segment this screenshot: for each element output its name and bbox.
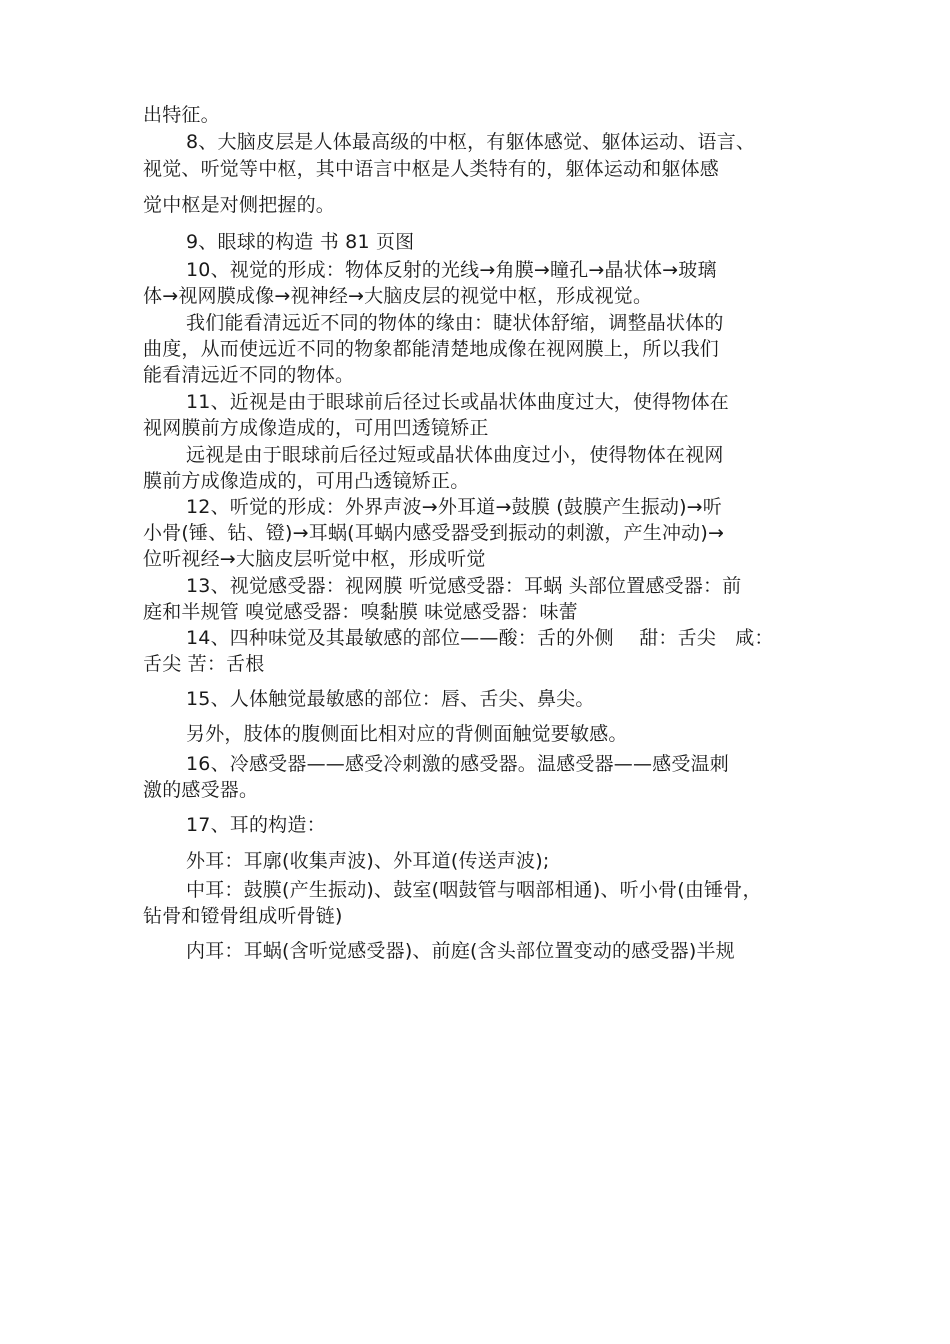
text-line: 体→视网膜成像→视神经→大脑皮层的视觉中枢，形成视觉。 xyxy=(143,285,653,307)
text-line: 能看清远近不同的物体。 xyxy=(143,364,355,386)
paragraph-14: 14、四种味觉及其最敏感的部位——酸：舌的外侧 甜：舌尖 咸： xyxy=(186,627,774,649)
paragraph-16: 16、冷感受器——感受冷刺激的感受器。温感受器——感受温刺 xyxy=(186,753,729,775)
paragraph-12: 12、听觉的形成：外界声波→外耳道→鼓膜 (鼓膜产生振动)→听 xyxy=(186,496,723,518)
paragraph-8: 8、大脑皮层是人体最高级的中枢，有躯体感觉、躯体运动、语言、 xyxy=(186,131,756,153)
paragraph-reason: 我们能看清远近不同的物体的缘由：睫状体舒缩，调整晶状体的 xyxy=(186,312,724,334)
paragraph-13: 13、视觉感受器：视网膜 听觉感受器：耳蜗 头部位置感受器：前 xyxy=(186,575,742,597)
middle-ear-line: 中耳：鼓膜(产生振动)、鼓室(咽鼓管与咽部相通)、听小骨(由锤骨， xyxy=(186,879,762,901)
text-line: 小骨(锤、钻、镫)→耳蜗(耳蜗内感受器受到振动的刺激，产生冲动)→ xyxy=(143,522,725,544)
paragraph-additional: 另外，肢体的腹侧面比相对应的背侧面触觉要敏感。 xyxy=(186,723,628,745)
paragraph-hyperopia: 远视是由于眼球前后径过短或晶状体曲度过小，使得物体在视网 xyxy=(186,444,724,466)
text-line: 出特征。 xyxy=(143,104,220,126)
text-line: 位听视经→大脑皮层听觉中枢，形成听觉 xyxy=(143,548,486,570)
outer-ear-line: 外耳：耳廓(收集声波)、外耳道(传送声波); xyxy=(186,850,550,872)
paragraph-15: 15、人体触觉最敏感的部位：唇、舌尖、鼻尖。 xyxy=(186,688,595,710)
paragraph-17: 17、耳的构造： xyxy=(186,814,326,836)
text-line: 钻骨和镫骨组成听骨链) xyxy=(143,905,343,927)
text-line: 视网膜前方成像造成的，可用凹透镜矫正 xyxy=(143,417,489,439)
text-line: 庭和半规管 嗅觉感受器：嗅黏膜 味觉感受器：味蕾 xyxy=(143,601,578,623)
text-line: 觉中枢是对侧把握的。 xyxy=(143,194,336,216)
text-line: 激的感受器。 xyxy=(143,779,259,801)
text-line: 曲度，从而使远近不同的物象都能清楚地成像在视网膜上，所以我们 xyxy=(143,338,720,360)
paragraph-10: 10、视觉的形成：物体反射的光线→角膜→瞳孔→晶状体→玻璃 xyxy=(186,259,717,281)
inner-ear-line: 内耳：耳蜗(含听觉感受器)、前庭(含头部位置变动的感受器)半规 xyxy=(186,940,735,962)
paragraph-9: 9、眼球的构造 书 81 页图 xyxy=(186,231,415,253)
text-line: 视觉、听觉等中枢，其中语言中枢是人类特有的，躯体运动和躯体感 xyxy=(143,158,720,180)
paragraph-11: 11、近视是由于眼球前后径过长或晶状体曲度过大，使得物体在 xyxy=(186,391,729,413)
text-line: 舌尖 苦：舌根 xyxy=(143,653,265,675)
text-line: 膜前方成像造成的，可用凸透镜矫正。 xyxy=(143,470,470,492)
